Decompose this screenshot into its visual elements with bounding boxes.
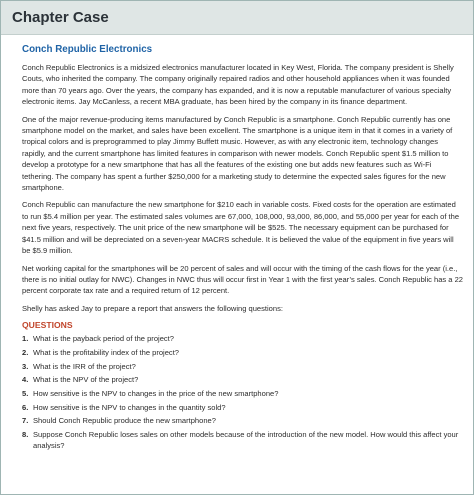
case-paragraph-smartphone: One of the major revenue-producing items manufactured by Conch Republic is a smartphone. Conch Republic currently has one smartphone model on the market, and sales have been excellent. The smartphone is a unique item in that it comes in a variety of tropical colors and is preprogrammed to play Jimmy Buffett music. However, as with any electronic item, technology changes rapidly, and the current smartphone has limited features in comparison with newer models. Conch Republic spent $1.5 million to develop a prototype for a new smartphone that has all the features of the existing one but adds new features such as Wi-Fi tethering. The company has spent a further $250,000 for a marketing study to determine the expected sales figures for the new smartphone. [22, 114, 453, 193]
question-number: 7. [22, 416, 29, 426]
case-paragraph-nwc: Net working capital for the smartphones will be 20 percent of sales and will occur with the timing of the cash flows for the year (i.e., there is no initial outlay for NWC). Changes in NWC thus will occur first in Year 1 with the first year’s sales. Conch Republic has a 22 percent corporate tax rate and a required return of 12 percent. [22, 263, 463, 296]
question-text: What is the profitability index of the project? [33, 347, 179, 357]
question-text: How sensitive is the NPV to changes in the price of the new smartphone? [33, 388, 279, 398]
question-number: 5. [22, 388, 29, 398]
question-item [22, 429, 463, 452]
question-text: What is the NPV of the project? [33, 375, 139, 385]
question-item [22, 361, 463, 372]
case-paragraph-costs: Conch Republic can manufacture the new smartphone for $210 each in variable costs. Fixed costs for the operation are estimated to run $5.4 million per year. The estimated sales volumes are 67,000, 108,000, 93,000, 86,000, and 55,000 per year for each of the next five years, respectively. The unit price of the new smartphone will be $525. The necessary equipment can be purchased for $41.5 million and will be depreciated on a seven-year MACRS schedule. It is believed the value of the equipment in five years will be $5.9 million. [22, 200, 460, 256]
question-item [22, 415, 463, 426]
question-text: What is the payback period of the project? [33, 334, 174, 344]
question-number: 3. [22, 361, 29, 371]
question-number: 4. [22, 375, 29, 385]
question-number: 6. [22, 402, 29, 412]
case-paragraph-request: Shelly has asked Jay to prepare a report that answers the following questions: [22, 303, 283, 313]
chapter-title: Chapter Case [12, 9, 109, 26]
question-text: How sensitive is the NPV to changes in the quantity sold? [33, 402, 226, 412]
questions-list [22, 333, 463, 452]
case-title: Conch Republic Electronics [22, 44, 153, 55]
question-text: Should Conch Republic produce the new smartphone? [33, 416, 216, 426]
question-item [22, 333, 463, 344]
question-text: What is the IRR of the project? [33, 361, 136, 371]
question-text: Suppose Conch Republic loses sales on other models because of the introduction of the new model. How would this affect your analysis? [33, 430, 459, 451]
questions-heading: QUESTIONS [22, 320, 73, 331]
case-paragraph-intro: Conch Republic Electronics is a midsized electronics manufacturer located in Key West, Florida. The company president is Shelly Couts, who inherited the company. The company originally repaired radios and other household appliances when it was founded more than 70 years ago. Over the years, the company has expanded, and it is now a reputable manufacturer of various specialty electronic items. Jay McCanless, a recent MBA graduate, has been hired by the company in its finance department. [22, 63, 454, 107]
question-item [22, 347, 463, 358]
question-item [22, 374, 463, 385]
case-content [1, 35, 473, 452]
question-number: 1. [22, 334, 29, 344]
question-number: 2. [22, 347, 29, 357]
question-item [22, 402, 463, 413]
question-item [22, 388, 463, 399]
chapter-header [1, 1, 473, 35]
question-number: 8. [22, 430, 29, 440]
